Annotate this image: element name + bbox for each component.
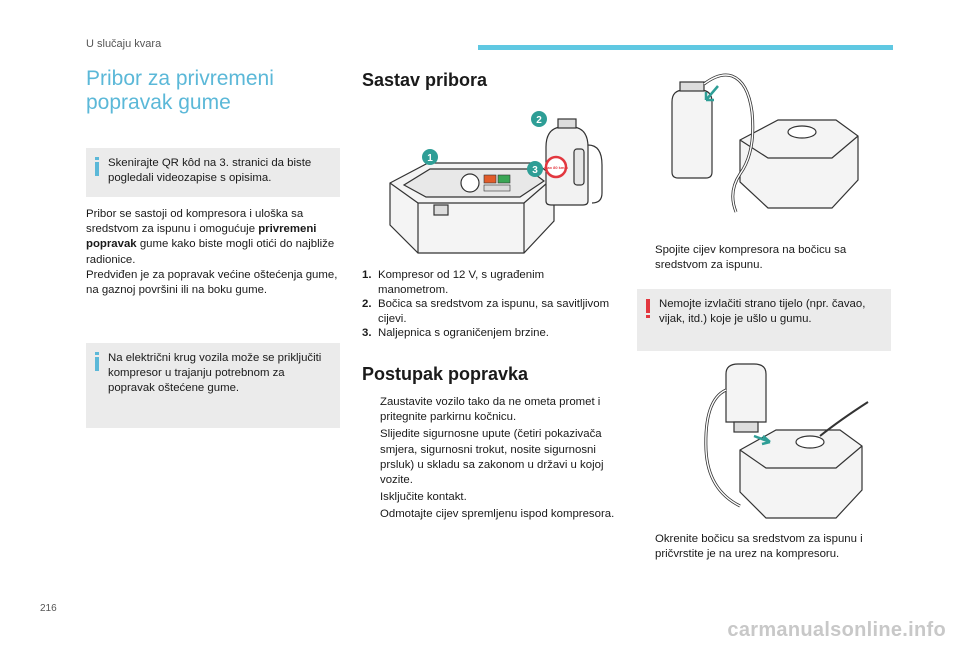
bullet-icon [362,490,380,505]
bullet-icon [362,507,380,522]
info-icon [95,352,99,371]
kit-illustration [378,105,618,265]
list-item: Spojite cijev kompresora na bočicu sa sredstvom za ispunu. [637,243,887,273]
info-text-power: Na električni krug vozila može se priključiti kompresor u trajanju potrebnom za popravak oštećene gume. [108,352,322,394]
intro-bold: privremeni popravak [86,223,317,251]
callout-3-label: 3 [532,165,538,176]
watermark: carmanualsonline.info [727,619,946,641]
header-accent-bar [478,45,893,50]
section-label: U slučaju kvara [86,38,162,50]
info-box-qr [86,148,340,197]
intro-text-3: Predviđen je za popravak većine oštećenja gume, na gaznoj površini ili na boku gume. [86,268,338,297]
sealant-bottle-image [543,119,602,205]
page-number: 216 [40,603,57,614]
callout-2-label: 2 [536,115,542,126]
procedure-steps [362,395,620,525]
list-item: 1. Kompresor od 12 V, s ugrađenim manometrom. [362,269,545,296]
intro-text-2: gume kako biste mogli otići do najbliže radionice. [86,238,335,266]
right-step-2 [637,532,887,564]
list-item: Odmotajte cijev spremljenu ispod kompresora. [362,507,620,522]
bottle-mount-illustration [700,360,880,525]
speed-sticker-text: max 80 km/h [543,165,569,170]
info-text-qr: Skenirajte QR kôd na 3. stranici da biste pogledali videozapise s opisima. [108,157,312,184]
warning-box [637,289,891,351]
repair-procedure-title: Postupak popravka [362,364,529,384]
right-step-1 [637,243,887,275]
list-item: 2. Bočica sa sredstvom za ispunu, sa savitljivom cijevi. [362,298,610,325]
compressor-image [390,163,554,253]
kit-contents-title: Sastav pribora [362,70,488,90]
warning-icon [646,299,650,318]
list-item: Slijedite sigurnosne upute (četiri pokazivača smjera, sigurnosni trokut, nosite sigurnosni prsluk) u skladu sa zakonom u državi u kojoj vozite. [362,427,620,488]
warning-text: Nemojte izvlačiti strano tijelo (npr. čavao, vijak, itd.) koje je ušlo u gumu. [659,298,866,325]
bullet-icon [637,243,655,273]
page-title: Pribor za privremeni popravak gume [86,67,274,114]
list-item: 3. Naljepnica s ograničenjem brzine. [362,327,549,339]
info-icon [95,157,99,176]
list-item: Isključite kontakt. [362,490,620,505]
bullet-icon [637,532,655,562]
bullet-icon [362,427,380,488]
list-item: Zaustavite vozilo tako da ne ometa promet i pritegnite parkirnu kočnicu. [362,395,620,425]
list-item: Okrenite bočicu sa sredstvom za ispunu i pričvrstite je na urez na kompresoru. [637,532,887,562]
kit-parts-list [362,268,612,341]
info-box-power [86,343,340,428]
callout-1-label: 1 [427,153,433,164]
intro-paragraph [86,207,338,298]
hose-connection-illustration [660,62,870,240]
intro-text-1: Pribor se sastoji od kompresora i uloška sa sredstvom za ispunu i omogućuje [86,208,304,236]
bullet-icon [362,395,380,425]
